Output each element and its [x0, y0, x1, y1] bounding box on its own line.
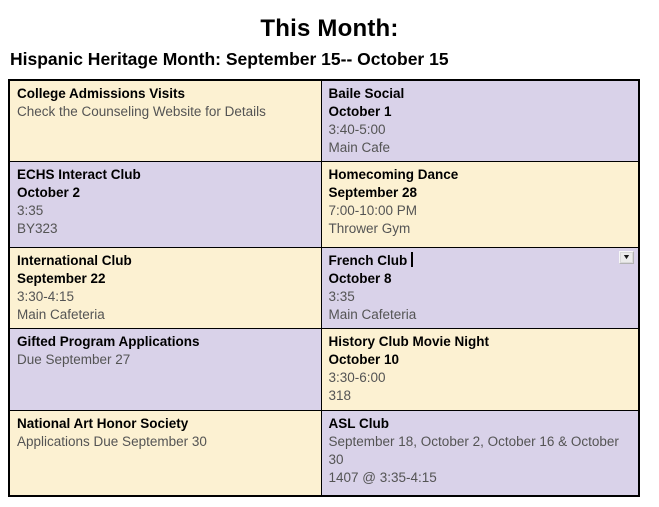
event-detail-line: 3:35: [17, 203, 44, 218]
event-title-line: ECHS Interact Club: [17, 167, 141, 182]
event-cell[interactable]: [321, 411, 639, 496]
event-title-line: October 1: [328, 104, 392, 119]
event-cell[interactable]: [321, 329, 639, 411]
event-detail-line: Thrower Gym: [328, 221, 411, 236]
event-title-line: French Club: [329, 252, 625, 270]
event-detail-line: BY323: [17, 221, 58, 236]
event-cell[interactable]: [321, 80, 639, 162]
event-title-line: History Club Movie Night: [328, 334, 490, 349]
cell-dropdown-button[interactable]: [619, 251, 634, 264]
table-row: [9, 411, 639, 496]
event-detail-line: Due September 27: [17, 352, 131, 367]
event-detail-line: Applications Due September 30: [17, 434, 207, 449]
event-detail-line: 7:00-10:00 PM: [328, 203, 418, 218]
event-detail-line: Main Cafeteria: [17, 307, 105, 322]
event-detail-line: Check the Counseling Website for Details: [17, 104, 266, 119]
event-title-line: October 2: [17, 185, 81, 200]
event-title-line: Baile Social: [328, 86, 405, 101]
event-cell[interactable]: [9, 329, 321, 411]
table-row: [9, 329, 639, 411]
table-row: [9, 248, 639, 329]
event-cell[interactable]: [9, 248, 321, 329]
event-title-line: National Art Honor Society: [17, 416, 189, 431]
event-title-line: International Club: [17, 253, 132, 268]
event-detail-line: 3:30-4:15: [17, 289, 75, 304]
text-cursor: [411, 252, 413, 267]
event-title-line: October 8: [328, 271, 392, 286]
event-title-line: September 28: [328, 185, 418, 200]
table-row: [9, 162, 639, 248]
event-detail-line: 3:35: [328, 289, 355, 304]
event-title-line: Homecoming Dance: [328, 167, 459, 182]
event-cell[interactable]: [9, 411, 321, 496]
page-title: This Month:: [260, 15, 399, 42]
event-title-line: College Admissions Visits: [17, 86, 186, 101]
event-title-line: ASL Club: [328, 416, 389, 431]
event-detail-line: Main Cafeteria: [328, 307, 417, 322]
event-title-line: September 22: [17, 271, 106, 286]
event-cell[interactable]: [321, 248, 639, 329]
event-cell[interactable]: [321, 162, 639, 248]
event-detail-line: Main Cafe: [328, 140, 391, 155]
event-detail-line: 318: [328, 388, 352, 403]
event-title-line: October 10: [328, 352, 400, 367]
dropdown-arrow-icon: ▼: [621, 254, 632, 261]
page-subtitle: Hispanic Heritage Month: September 15-- October 15: [10, 49, 449, 69]
document-page: [0, 14, 659, 507]
events-table: [8, 79, 640, 497]
event-title-line: Gifted Program Applications: [17, 334, 200, 349]
event-detail-line: 3:30-6:00: [328, 370, 386, 385]
table-row: [9, 80, 639, 162]
event-detail-line: 1407 @ 3:35-4:15: [328, 470, 437, 485]
event-cell[interactable]: [9, 162, 321, 248]
event-detail-line: 3:40-5:00: [328, 122, 386, 137]
event-cell[interactable]: [9, 80, 321, 162]
event-detail-line: September 18, October 2, October 16 & October 30: [328, 434, 619, 467]
